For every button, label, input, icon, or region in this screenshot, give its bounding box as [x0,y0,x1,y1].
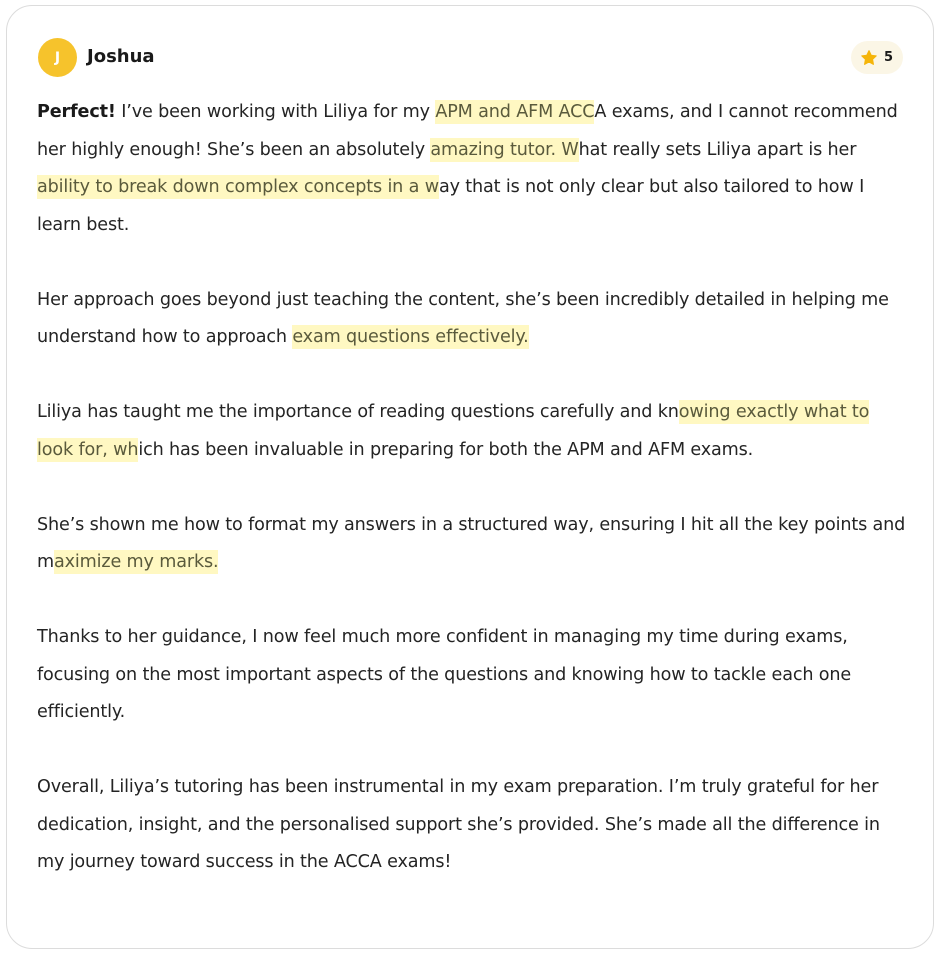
review-paragraph: Thanks to her guidance, I now feel much more confident in managing my time during exams, focusing on the most important aspects of the questions and knowing how to tackle each one efficiently. [37,627,852,722]
review-card [6,5,934,949]
star-icon [860,49,878,67]
highlighted-text: APM and AFM ACC [435,102,595,122]
avatar-initial: J [54,49,61,66]
review-lead: Perfect! [37,102,116,122]
review-paragraph: Her approach goes beyond just teaching the content, she’s been incredibly detailed in helping me understand how to approach exam questions effectively. [37,289,889,347]
review-paragraph: She’s shown me how to format my answers in a structured way, ensuring I hit all the key points and maximize my marks. [37,514,906,572]
avatar [38,38,77,77]
highlighted-text: exam questions effectively. [292,327,529,347]
reviewer-name: Joshua [87,46,155,67]
review-paragraph: Perfect! I’ve been working with Liliya for my APM and AFM ACCA exams, and I cannot recommend her highly enough! She’s been an absolutely amazing tutor. What really sets Liliya apart is her ability to break down complex concepts in a way that is not only clear but also tailored to how I learn best. [37,102,898,235]
rating-value: 5 [883,50,893,65]
review-paragraph: Liliya has taught me the importance of reading questions carefully and knowing exactly what to look for, which has been invaluable in preparing for both the APM and AFM exams. [37,402,870,460]
highlighted-text: ability to break down complex concepts in a w [37,177,439,197]
review-text [37,94,909,882]
highlighted-text: owing exactly what to look for, wh [37,402,870,460]
rating-badge [851,41,903,74]
highlighted-text: aximize my marks. [54,552,219,572]
review-paragraph: Overall, Liliya’s tutoring has been instrumental in my exam preparation. I’m truly grateful for her dedication, insight, and the personalised support she’s provided. She’s made all the difference in my journey toward success in the ACCA exams! [37,777,880,872]
highlighted-text: amazing tutor. W [430,139,579,160]
